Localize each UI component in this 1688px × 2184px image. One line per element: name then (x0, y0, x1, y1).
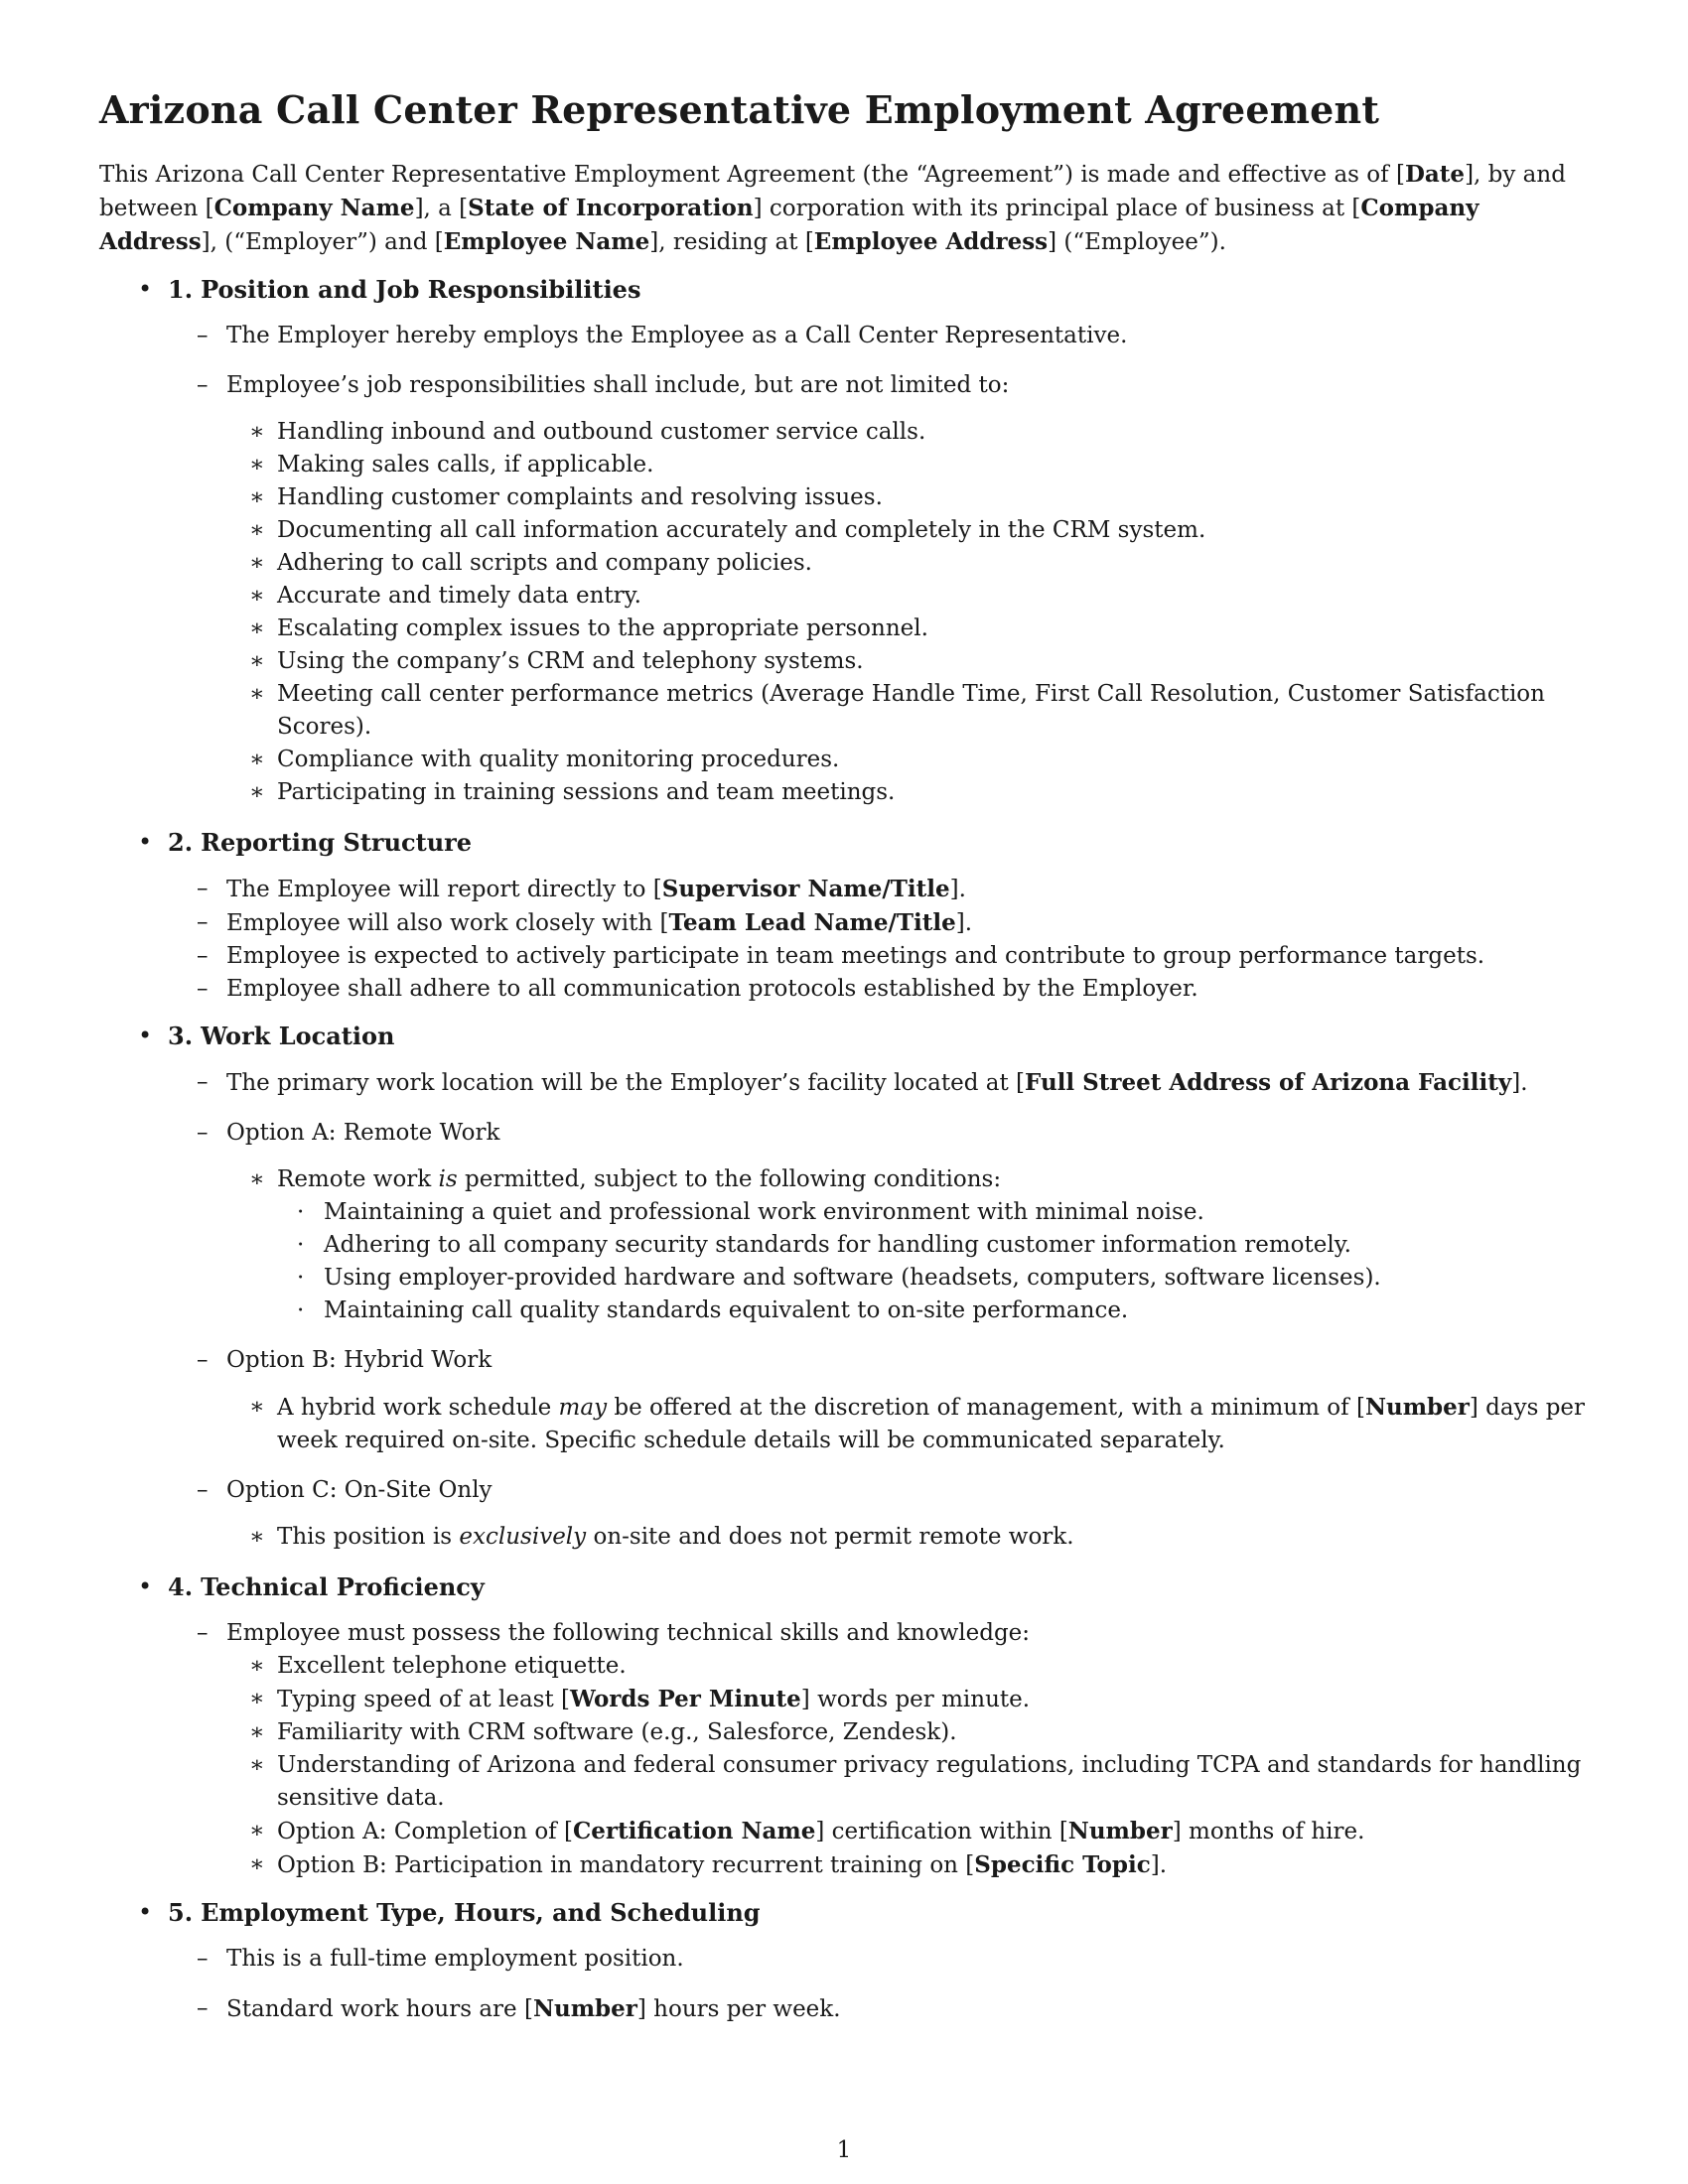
duty-item: ∗ Using the company’s CRM and telephony systems. (277, 645, 1589, 678)
condition-item: · Adhering to all company security standards for handling customer information remotely. (324, 1229, 1589, 1262)
text: ]. (1511, 1070, 1528, 1096)
company-address-field: Company Address (99, 195, 1479, 255)
list-item (226, 873, 1589, 906)
option-label: Option A: Remote Work (226, 1120, 500, 1146)
text: ] months of hire. (1172, 1819, 1365, 1844)
duty-item: ∗ Making sales calls, if applicable. (277, 449, 1589, 481)
option-label: Option B: Hybrid Work (226, 1347, 492, 1373)
section-number: 2. (168, 828, 194, 857)
list-item-text: Employee must possess the following technical skills and knowledge: (226, 1620, 1031, 1646)
list-item-text: Employee’s job responsibilities shall include, but are not limited to: (226, 372, 1010, 398)
text: ]. (955, 910, 973, 936)
text: Typing speed of at least [ (277, 1687, 570, 1712)
list-item (226, 1992, 1589, 2026)
remote-list (277, 1163, 1589, 1327)
text: A hybrid work schedule (277, 1395, 559, 1421)
section-title-text: Employment Type, Hours, and Scheduling (201, 1898, 761, 1927)
section-number: 1. (168, 275, 194, 304)
text: be offered at the discretion of management, with a minimum of [ (607, 1395, 1365, 1421)
option-label: Option C: On-Site Only (226, 1477, 492, 1503)
skill-item (277, 1848, 1589, 1882)
months-number-field: Number (1067, 1818, 1173, 1844)
days-number-field: Number (1364, 1394, 1470, 1421)
topic-field: Specific Topic (974, 1851, 1151, 1878)
list-item (226, 1617, 1589, 1882)
position-list (226, 320, 1589, 809)
intro-text: ], a [ (414, 196, 469, 221)
document-title: Arizona Call Center Representative Employment Agreement (99, 87, 1380, 132)
list-item: – This is a full-time employment position. (226, 1943, 1589, 1976)
text: Option A: Completion of [ (277, 1819, 573, 1844)
skill-item: ∗ Excellent telephone etiquette. (277, 1650, 1589, 1683)
list-item (226, 369, 1589, 809)
emphasis: is (438, 1166, 458, 1192)
remote-item (277, 1163, 1589, 1327)
hybrid-list (277, 1391, 1589, 1457)
section-title-text: Technical Proficiency (201, 1572, 485, 1601)
section-title (168, 1896, 1589, 1929)
list-item (226, 906, 1589, 940)
skill-item (277, 1815, 1589, 1848)
skill-item: ∗ Understanding of Arizona and federal consumer privacy regulations, including TCPA and standards for handling sensitive data. (277, 1749, 1589, 1815)
text: This position is (277, 1524, 460, 1550)
list-item: – Employee shall adhere to all communication protocols established by the Employer. (226, 973, 1589, 1006)
facility-address-field: Full Street Address of Arizona Facility (1025, 1069, 1512, 1096)
section-reporting (168, 826, 1589, 1006)
text: on-site and does not permit remote work. (586, 1524, 1074, 1550)
section-number: 3. (168, 1022, 194, 1050)
employee-address-field: Employee Address (813, 228, 1049, 255)
list-item: – Employee is expected to actively participate in team meetings and contribute to group performance targets. (226, 940, 1589, 973)
text: ] hours per week. (636, 1996, 841, 2022)
text: Standard work hours are [ (226, 1996, 533, 2022)
section-title-text: Position and Job Responsibilities (201, 275, 641, 304)
text: Employee will also work closely with [ (226, 910, 669, 936)
skills-list (277, 1650, 1589, 1882)
duty-item: ∗ Meeting call center performance metrics (Average Handle Time, First Call Resolution, Customer Satisfaction Scores). (277, 678, 1589, 744)
team-lead-field: Team Lead Name/Title (668, 909, 956, 936)
supervisor-field: Supervisor Name/Title (661, 876, 950, 902)
intro-text: ] (“Employee”). (1048, 229, 1226, 255)
section-title (168, 273, 1589, 306)
section-technical (168, 1570, 1589, 1882)
duty-item: ∗ Adhering to call scripts and company policies. (277, 547, 1589, 580)
section-number: 5. (168, 1898, 194, 1927)
emphasis: exclusively (459, 1524, 587, 1550)
page-number: 1 (836, 2137, 852, 2163)
section-title (168, 1570, 1589, 1603)
intro-text: ], residing at [ (649, 229, 814, 255)
list-item: – The Employer hereby employs the Employee as a Call Center Representative. (226, 320, 1589, 352)
reporting-list (226, 873, 1589, 1006)
option-remote (226, 1117, 1589, 1327)
intro-paragraph (99, 158, 1589, 259)
section-position (168, 273, 1589, 809)
option-hybrid (226, 1344, 1589, 1457)
text: The primary work location will be the Employer’s facility located at [ (226, 1070, 1026, 1096)
condition-item: · Maintaining a quiet and professional work environment with minimal noise. (324, 1196, 1589, 1229)
condition-item: · Using employer-provided hardware and software (headsets, computers, software licenses). (324, 1262, 1589, 1295)
duty-item: ∗ Documenting all call information accurately and completely in the CRM system. (277, 514, 1589, 547)
condition-item: · Maintaining call quality standards equivalent to on-site performance. (324, 1295, 1589, 1327)
duty-item: ∗ Accurate and timely data entry. (277, 580, 1589, 613)
text: ] words per minute. (800, 1687, 1031, 1712)
onsite-list (277, 1521, 1589, 1554)
skill-item: ∗ Familiarity with CRM software (e.g., Salesforce, Zendesk). (277, 1716, 1589, 1749)
duty-item: ∗ Handling inbound and outbound customer service calls. (277, 416, 1589, 449)
location-list (226, 1066, 1589, 1554)
technical-list (226, 1617, 1589, 1882)
intro-text: ], by and between [ (99, 162, 1566, 221)
company-name-field: Company Name (213, 195, 415, 221)
intro-text: ], (“Employer”) and [ (201, 229, 444, 255)
text: The Employee will report directly to [ (226, 877, 662, 902)
date-field: Date (1404, 161, 1466, 188)
hybrid-item (277, 1391, 1589, 1457)
list-item (226, 1066, 1589, 1100)
option-onsite (226, 1474, 1589, 1554)
hours-number-field: Number (532, 1995, 637, 2022)
onsite-item (277, 1521, 1589, 1554)
text: ]. (1150, 1852, 1168, 1878)
section-number: 4. (168, 1572, 194, 1601)
wpm-field: Words Per Minute (570, 1686, 801, 1712)
emphasis: may (558, 1395, 608, 1421)
duty-item: ∗ Participating in training sessions and team meetings. (277, 776, 1589, 809)
certification-field: Certification Name (572, 1818, 816, 1844)
intro-text: This Arizona Call Center Representative Employment Agreement (the “Agreement”) is made and effective as of [ (99, 162, 1405, 188)
text: permitted, subject to the following conditions: (457, 1166, 1002, 1192)
duty-item: ∗ Handling customer complaints and resolving issues. (277, 481, 1589, 514)
intro-text: ] corporation with its principal place of business at [ (753, 196, 1361, 221)
employee-name-field: Employee Name (443, 228, 650, 255)
duty-item: ∗ Escalating complex issues to the appropriate personnel. (277, 613, 1589, 645)
section-title (168, 1020, 1589, 1052)
duties-list (277, 416, 1589, 809)
text: Option B: Participation in mandatory recurrent training on [ (277, 1852, 975, 1878)
employment-list (226, 1943, 1589, 2026)
skill-item (277, 1683, 1589, 1716)
section-title-text: Work Location (201, 1022, 395, 1050)
section-title-text: Reporting Structure (201, 828, 473, 857)
section-employment-type (168, 1896, 1589, 2026)
document-content (99, 87, 1589, 2043)
remote-conditions-list (324, 1196, 1589, 1327)
duty-item: ∗ Compliance with quality monitoring procedures. (277, 744, 1589, 776)
text: ] days per week required on-site. Specific schedule details will be communicated separately. (277, 1395, 1586, 1453)
state-field: State of Incorporation (468, 195, 754, 221)
section-work-location (168, 1020, 1589, 1554)
text: ] certification within [ (815, 1819, 1068, 1844)
text: Remote work (277, 1166, 439, 1192)
text: ]. (949, 877, 966, 902)
section-title (168, 826, 1589, 859)
